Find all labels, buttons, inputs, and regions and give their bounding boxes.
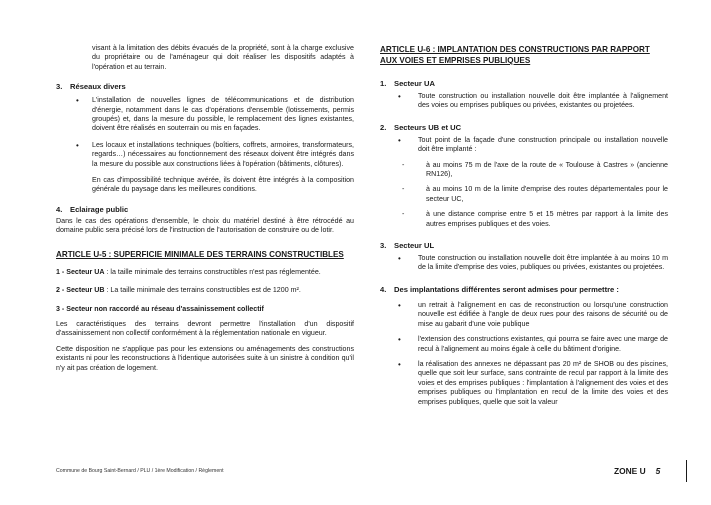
secteur-ua-line — [56, 268, 354, 277]
distance-dash-list — [380, 161, 668, 229]
section-4-number: 4. — [56, 204, 63, 214]
secteur-ul-bullets — [380, 254, 668, 273]
section-1-title: Secteur UA — [394, 79, 435, 88]
list-item: • Toute construction ou installation nouvelle doit être implantée à au moins 10 m de la limite d'emprise des voies, publiques ou privées, existantes ou projetées. — [380, 254, 668, 273]
list-item: • Toute construction ou installation nouvelle doit être implantée à l'alignement des voies ou emprises publiques ou privées, existantes ou projetées. — [380, 92, 668, 111]
section-4-title: Des implantations différentes seront admises pour permettre : — [394, 284, 619, 294]
section-3-title: Secteur UL — [394, 241, 435, 251]
list-item: • la réalisation des annexes ne dépassant pas 20 m² de SHOB ou des piscines, quelle que soit leur surface, sans contrainte de recul par rapport à la limite des voies et des emprises publiques : l'implantation à l'alignement des voies et des emprises publiques ou l'implantation en recul de la limite des voies et des emprises publiques, quelle que soit la valeur — [380, 360, 668, 407]
intro-paragraph: visant à la limitation des débits évacués de la propriété, sont à la charge exclusive du propriétaire ou de l'aménageur qui doit réaliser les dispositifs adaptés à l'opération et au terrain. — [92, 44, 354, 71]
secteur-non-raccorde-p2: Cette disposition ne s'applique pas pour les extensions ou aménagements des constructions existants ni pour les reconstructions à l'identique autorisées suite à un sinistre à condition qu'il n'y ait pas création de logement. — [56, 344, 354, 372]
secteur-ub-line — [56, 286, 354, 295]
list-item: • Tout point de la façade d'une construction principale ou installation nouvelle doit être implanté : — [380, 136, 668, 155]
secteur-non-raccorde-p1: Les caractéristiques des terrains devront permettre l'installation d'un dispositif d'assainissement non collectif conformément à la réglementation nationale en vigueur. — [56, 319, 354, 338]
secteur-ub-label: 2 - Secteur UB — [56, 286, 105, 295]
list-item: - à au moins 75 m de l'axe de la route de « Toulouse à Castres » (ancienne RN126), — [380, 161, 668, 180]
vertical-divider — [686, 460, 687, 482]
list-item: • Les locaux et installations techniques (boîtiers, coffrets, armoires, transformateurs, regards…) nécessaires au fonctionnement des réseaux doivent être intégrés dans la mesure du possible aux constructions liées à l'opération (bâtiments, clôtures). — [56, 141, 354, 169]
list-item: - à au moins 10 m de la limite d'emprise des routes départementales pour le secteur UC, — [380, 185, 668, 204]
section-3-heading — [56, 82, 354, 92]
section-3-number: 3. — [56, 82, 63, 92]
list-item: • l'extension des constructions existantes, qui pourra se faire avec une marge de recul à l'alignement au moins égale à celle du bâtiment d'origine. — [380, 335, 668, 354]
reseaux-bullets — [56, 96, 354, 169]
secteur-ua-text: : la taille minimale des terrains constructibles n'est pas réglementée. — [104, 267, 321, 276]
right-column — [380, 44, 668, 407]
section-4-number: 4. — [380, 284, 387, 294]
section-3-number: 3. — [380, 241, 387, 251]
eclairage-paragraph: Dans le cas des opérations d'ensemble, le choix du matériel destiné à être rétrocédé au domaine public sera précisé lors de l'instruction de l'autorisation de construire ou de lotir. — [56, 216, 354, 235]
section-2-title: Secteurs UB et UC — [394, 122, 462, 132]
implantations-differentes-heading — [380, 285, 668, 295]
secteur-ub-text: : La taille minimale des terrains constructibles est de 1200 m². — [104, 286, 301, 295]
section-3-title: Réseaux divers — [70, 82, 126, 92]
zone-label: ZONE U — [614, 466, 646, 476]
secteurs-ub-uc-bullets — [380, 136, 668, 155]
secteur-ua-bullets — [380, 92, 668, 111]
section-4-heading — [56, 205, 354, 215]
secteur-ul-heading — [380, 241, 668, 251]
footer-document-reference: Commune de Bourg Saint-Bernard / PLU / 1ère Modification / Règlement — [56, 468, 224, 474]
section-2-number: 2. — [380, 122, 387, 132]
secteur-non-raccorde-title: 3 - Secteur non raccordé au réseau d'assainissement collectif — [56, 304, 264, 313]
secteur-ua-heading — [380, 79, 668, 89]
list-item: - à une distance comprise entre 5 et 15 mètres par rapport à la limite des autres emprises publiques et des voies. — [380, 210, 668, 229]
list-item: • L'installation de nouvelles lignes de télécommunications et de distribution d'énergie, notamment dans le cas d'opérations d'ensemble (lotissements, permis groupés) et, dans la mesure du possible, le remplacement des lignes existantes, doivent être réalisés en souterrain ou mis en façades. — [56, 96, 354, 134]
implantations-bullets — [380, 301, 668, 407]
left-column — [56, 44, 354, 373]
footer-zone-label — [614, 466, 660, 476]
reseaux-paragraph: En cas d'impossibilité technique avérée, ils doivent être intégrés à la composition générale du paysage dans les meilleures conditions. — [92, 176, 354, 194]
list-item: • un retrait à l'alignement en cas de reconstruction ou lorsqu'une construction nouvelle est édifiée à l'angle de deux rues pour des raisons de sécurité ou de mise au gabarit d'une voie publique — [380, 301, 668, 329]
secteur-ua-label: 1 - Secteur UA — [56, 267, 105, 276]
section-4-title: Eclairage public — [70, 204, 129, 214]
article-u6-title: ARTICLE U-6 : IMPLANTATION DES CONSTRUCTIONS PAR RAPPORT AUX VOIES ET EMPRISES PUBLIQUES — [380, 45, 650, 65]
section-1-number: 1. — [380, 79, 387, 88]
article-u5-title: ARTICLE U-5 : SUPERFICIE MINIMALE DES TERRAINS CONSTRUCTIBLES — [56, 249, 344, 259]
page-number: 5 — [655, 466, 661, 476]
secteurs-ub-uc-heading — [380, 123, 668, 133]
